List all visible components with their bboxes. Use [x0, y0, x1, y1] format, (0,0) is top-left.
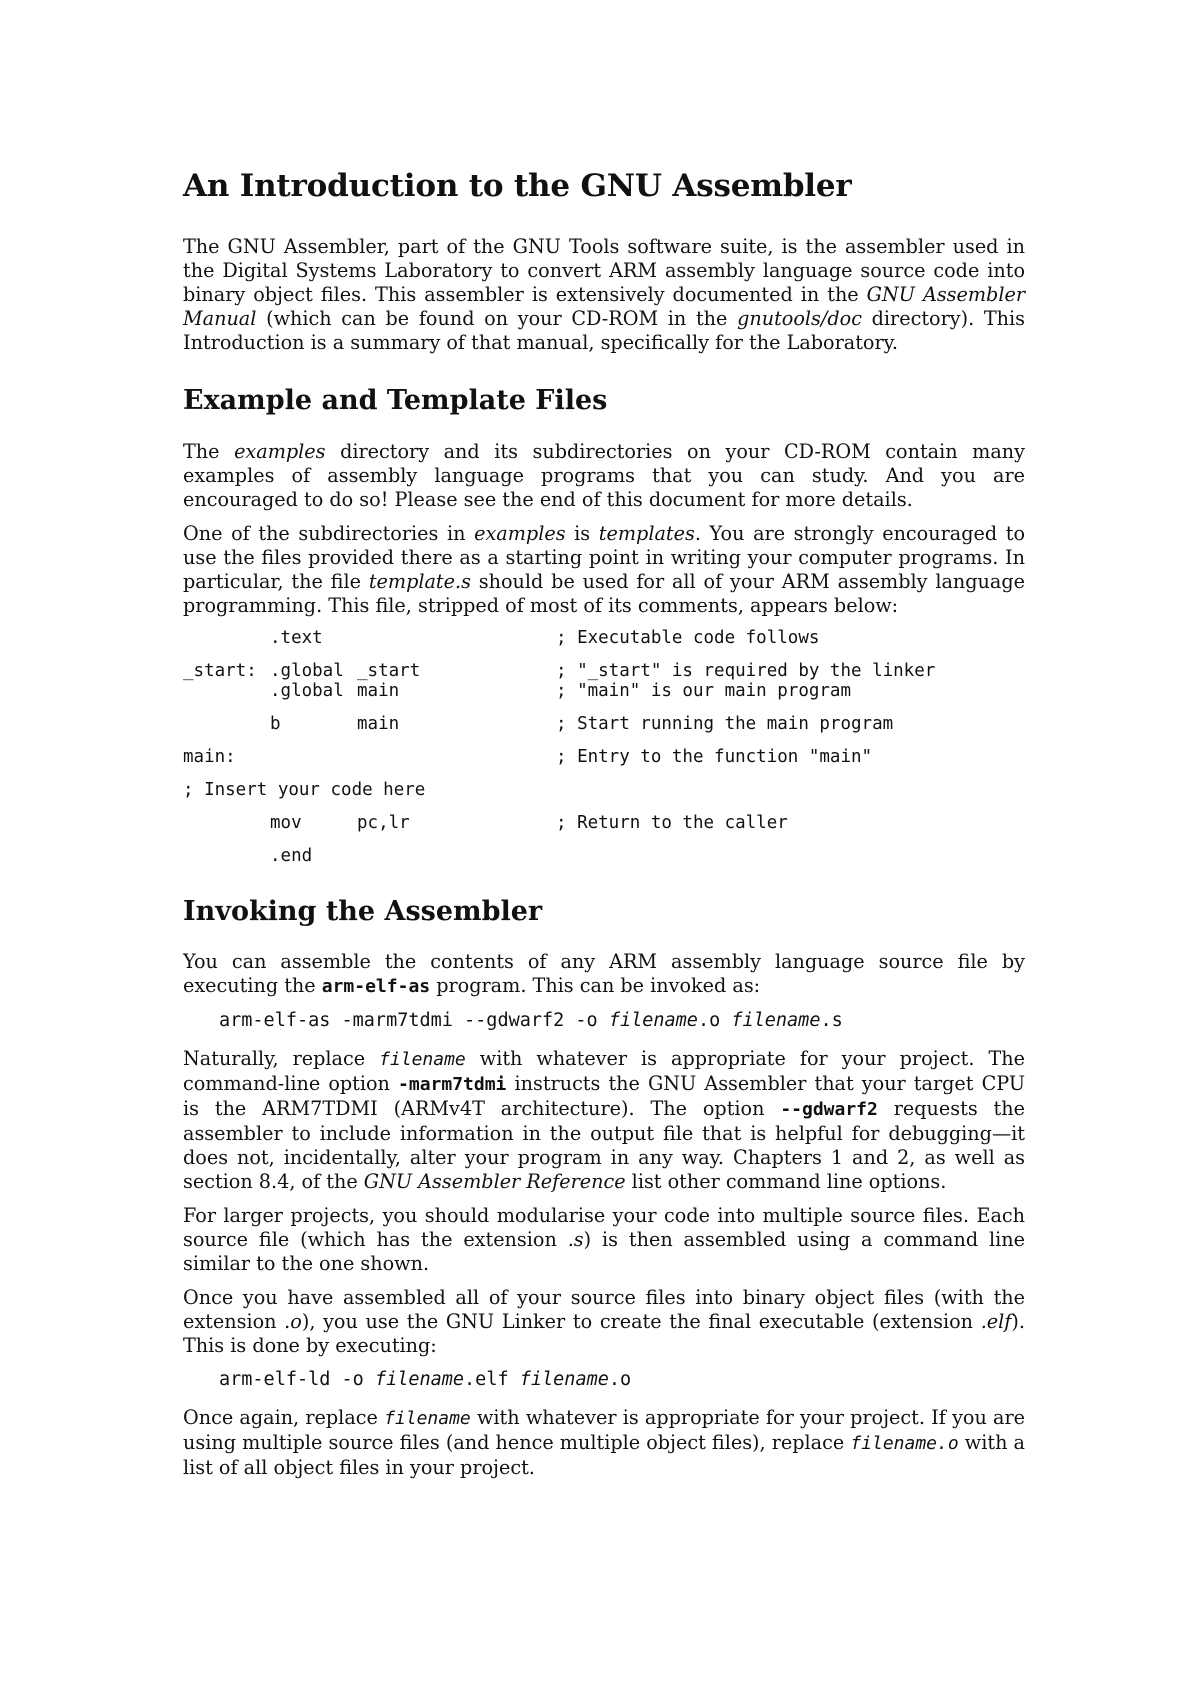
- templates-paragraph: [183, 522, 1025, 618]
- text: Naturally, replace: [183, 1046, 380, 1070]
- listing-row: [183, 780, 1025, 800]
- text: instructs the GNU Assembler that your target CPU is the ARM7TDMI (ARMv4T architecture). The option: [183, 1071, 1025, 1120]
- listing-comment: ; Executable code follows: [556, 627, 820, 648]
- listing-row: [183, 813, 1025, 833]
- listing-comment: ; "_start" is required by the linker: [556, 660, 936, 681]
- page-title: An Introduction to the GNU Assembler: [183, 168, 852, 204]
- listing-label: ; Insert your code here: [183, 779, 426, 800]
- listing-comment: ; Entry to the function "main": [556, 746, 873, 767]
- text: arm-elf-as -marm7tdmi --gdwarf2 -o: [219, 1009, 609, 1031]
- intro-text-2: (which can be found on your CD-ROM in the: [256, 307, 738, 331]
- template-file: template.s: [368, 569, 471, 593]
- text: The: [183, 439, 235, 463]
- extension: .elf: [980, 1309, 1012, 1333]
- text: should be used for all of your ARM assembly language programming. This file, stripped of most of its comments, appears below:: [183, 569, 1025, 617]
- listing-label: main:: [183, 746, 236, 767]
- listing-row: [183, 661, 1025, 681]
- text: Once you have assembled all of your source files into binary object files (with the extension: [183, 1285, 1025, 1333]
- invoke-paragraph: [183, 950, 1025, 999]
- intro-text-3: directory). This Introduction is a summary of that manual, specifically for the Laboratory.: [183, 307, 1026, 355]
- text: arm-elf-ld -o: [219, 1368, 375, 1390]
- listing-label: [183, 813, 270, 833]
- listing-row: [183, 747, 1025, 767]
- doc-directory: gnutools/doc: [737, 307, 862, 331]
- listing-op: [270, 747, 357, 767]
- object-file-placeholder: filename.o: [850, 1432, 959, 1454]
- listing-arg: [357, 628, 556, 648]
- templates-dir: templates: [598, 521, 695, 545]
- listing-op: b: [270, 713, 281, 734]
- program-name: arm-elf-as: [321, 975, 431, 997]
- listing-comment: ; "main" is our main program: [556, 680, 852, 701]
- filename-placeholder: filename: [519, 1368, 609, 1390]
- assemble-command: [219, 1009, 1025, 1033]
- listing-row: [183, 681, 1025, 701]
- text: requests the assembler to include information in the output file that is helpful for debugging—it does not, incidentally, alter your program in any way. Chapters 1 and 2, as well as section 8.4, of the: [183, 1096, 1025, 1193]
- listing-arg: main: [357, 713, 400, 734]
- text: .s: [820, 1009, 843, 1031]
- text: One of the subdirectories in: [183, 521, 475, 545]
- intro-paragraph: [183, 235, 1025, 355]
- text: You can assemble the contents of any ARM assembly language source file by executing the: [183, 949, 1025, 997]
- listing-label: [183, 681, 270, 701]
- listing-label: [183, 714, 270, 734]
- listing-op: .global: [270, 660, 344, 681]
- section-heading-examples: Example and Template Files: [183, 385, 608, 417]
- listing-op: mov: [270, 812, 302, 833]
- examples-dir: examples: [234, 439, 326, 463]
- extension: .s: [567, 1227, 584, 1251]
- listing-arg: [357, 747, 556, 767]
- filename-placeholder: filename: [379, 1048, 466, 1070]
- filename-placeholder: filename: [384, 1407, 471, 1429]
- option-marm7tdmi: -marm7tdmi: [398, 1073, 507, 1095]
- listing-comment: ; Start running the main program: [556, 713, 894, 734]
- option-gdwarf2: --gdwarf2: [780, 1098, 878, 1120]
- listing-row: [183, 846, 1025, 866]
- text: .elf: [464, 1368, 520, 1390]
- text: list other command line options.: [625, 1169, 947, 1193]
- document-page: [183, 168, 1025, 1490]
- text: with a list of all object files in your project.: [183, 1430, 1025, 1479]
- manual-title: GNU Assembler Manual: [183, 283, 1026, 331]
- listing-arg: [357, 846, 556, 866]
- text: ). This is done by executing:: [183, 1309, 1025, 1357]
- link-command: [219, 1368, 1025, 1392]
- extension: .o: [284, 1309, 302, 1333]
- final-paragraph: [183, 1406, 1025, 1480]
- listing-label: [183, 628, 270, 648]
- text: program. This can be invoked as:: [430, 973, 761, 997]
- text: Once again, replace: [183, 1405, 385, 1429]
- listing-comment: ; Return to the caller: [556, 812, 788, 833]
- listing-op: .global: [270, 680, 344, 701]
- text: .o: [697, 1009, 732, 1031]
- options-paragraph: [183, 1047, 1025, 1194]
- section-heading-invoking: Invoking the Assembler: [183, 895, 543, 927]
- listing-arg: main: [357, 680, 400, 701]
- text: with whatever is appropriate for your project. The command-line option: [183, 1046, 1025, 1095]
- intro-text-1: The GNU Assembler, part of the GNU Tools software suite, is the assembler used in the Digital Systems Laboratory to convert ARM assembly language source code into binary object files. This assembler is extensively documented in the: [183, 235, 1025, 307]
- filename-placeholder: filename: [608, 1009, 698, 1031]
- text: ) is then assembled using a command line similar to the one shown.: [183, 1227, 1026, 1275]
- text: For larger projects, you should modularise your code into multiple source files. Each source file (which has the extension: [183, 1203, 1025, 1251]
- code-listing: [183, 628, 1025, 866]
- listing-op: .end: [270, 845, 313, 866]
- examples-dir: examples: [474, 521, 566, 545]
- examples-paragraph: [183, 440, 1025, 512]
- text: .o: [608, 1368, 632, 1390]
- filename-placeholder: filename: [731, 1009, 821, 1031]
- filename-placeholder: filename: [374, 1368, 465, 1390]
- text: ), you use the GNU Linker to create the final executable (extension: [301, 1309, 981, 1333]
- listing-op: .text: [270, 627, 323, 648]
- listing-arg: pc,lr: [357, 812, 410, 833]
- linker-paragraph: [183, 1286, 1025, 1358]
- listing-row: [183, 714, 1025, 734]
- listing-arg: _start: [357, 660, 421, 681]
- text: with whatever is appropriate for your project. If you are using multiple source files (and hence multiple object files), replace: [183, 1405, 1026, 1454]
- listing-label: _start:: [183, 660, 257, 681]
- listing-row: [183, 628, 1025, 648]
- modularise-paragraph: [183, 1204, 1025, 1276]
- text: . You are strongly encouraged to use the files provided there as a starting point in writing your computer programs. In particular, the file: [183, 521, 1026, 593]
- reference-title: GNU Assembler Reference: [363, 1169, 626, 1193]
- text: directory and its subdirectories on your CD-ROM contain many examples of assembly language programs that you can study. And you are encouraged to do so! Please see the end of this document for more details.: [183, 439, 1025, 511]
- text: is: [565, 521, 599, 545]
- listing-label: [183, 846, 270, 866]
